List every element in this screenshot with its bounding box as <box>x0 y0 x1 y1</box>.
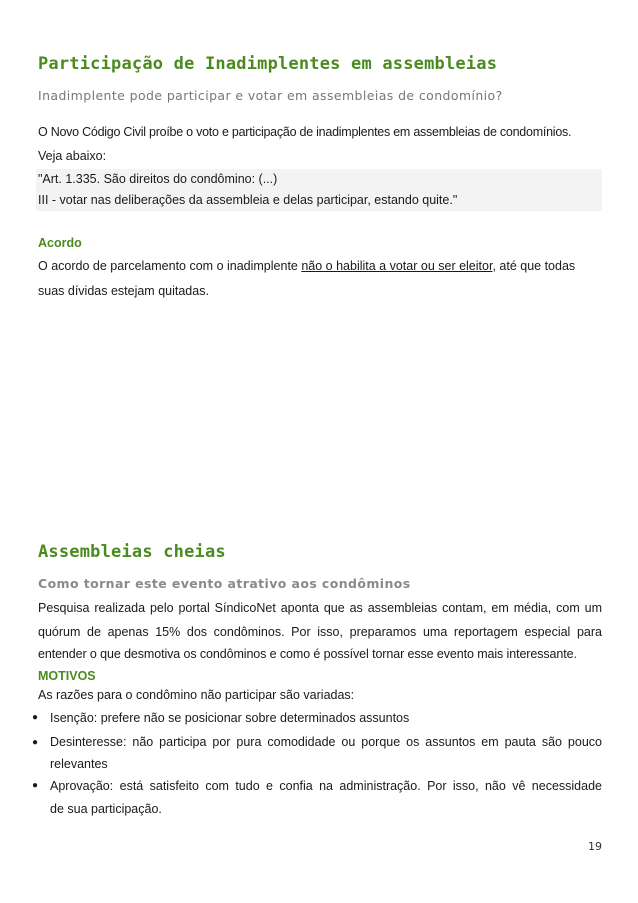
paragraph-pesquisa-line-2: quórum de apenas 15% dos condôminos. Por isso, preparamos uma reportagem especial para <box>38 625 602 639</box>
acordo-text-pre: O acordo de parcelamento com o inadimplente <box>38 259 302 273</box>
page-number: 19 <box>588 840 602 853</box>
bullet-dot: ● <box>32 712 39 723</box>
bullet-dot: ● <box>32 737 39 748</box>
list-item-desinteresse-line-1: Desinteresse: não participa por pura comodidade ou porque os assuntos em pauta são pouco <box>50 735 602 749</box>
acordo-underlined-text: não o habilita a votar ou ser eleitor <box>301 259 493 273</box>
list-item-desinteresse-line-2: relevantes <box>50 757 108 771</box>
paragraph-pesquisa-line-3: entender o que desmotiva os condôminos e como é possível tornar esse evento mais interessante. <box>38 647 577 661</box>
list-item-aprovacao-line-1: Aprovação: está satisfeito com tudo e confia na administração. Por isso, não vê necessidade <box>50 779 602 793</box>
paragraph-veja-abaixo: Veja abaixo: <box>38 149 107 163</box>
section-title-inadimplentes: Participação de Inadimplentes em assembleias <box>38 54 498 74</box>
paragraph-codigo-civil: O Novo Código Civil proíbe o voto e participação de inadimplentes em assembleias de condomínios. <box>38 125 572 139</box>
list-item-aprovacao-line-2: de sua participação. <box>50 802 162 816</box>
bullet-dot: ● <box>32 780 39 791</box>
section-title-assembleias-cheias: Assembleias cheias <box>38 542 226 562</box>
motivos-intro: As razões para o condômino não participar são variadas: <box>38 688 355 702</box>
section-subtitle-assembleias-cheias: Como tornar este evento atrativo aos condôminos <box>38 576 411 591</box>
list-item-isencao: Isenção: prefere não se posicionar sobre determinados assuntos <box>50 711 410 725</box>
motivos-heading: MOTIVOS <box>38 669 96 683</box>
acordo-text-post: , até que todas <box>492 259 576 273</box>
quote-line-1: "Art. 1.335. São direitos do condômino: (...) <box>38 172 278 186</box>
quote-block <box>36 169 602 211</box>
acordo-heading: Acordo <box>38 236 82 250</box>
section-subtitle-inadimplentes: Inadimplente pode participar e votar em assembleias de condomínio? <box>38 88 503 103</box>
paragraph-acordo-line-2: suas dívidas estejam quitadas. <box>38 284 209 298</box>
quote-line-2: III - votar nas deliberações da assembleia e delas participar, estando quite." <box>38 193 458 207</box>
paragraph-acordo-line-1 <box>38 255 602 278</box>
paragraph-pesquisa-line-1: Pesquisa realizada pelo portal SíndicoNet aponta que as assembleias contam, em média, com um <box>38 601 602 615</box>
